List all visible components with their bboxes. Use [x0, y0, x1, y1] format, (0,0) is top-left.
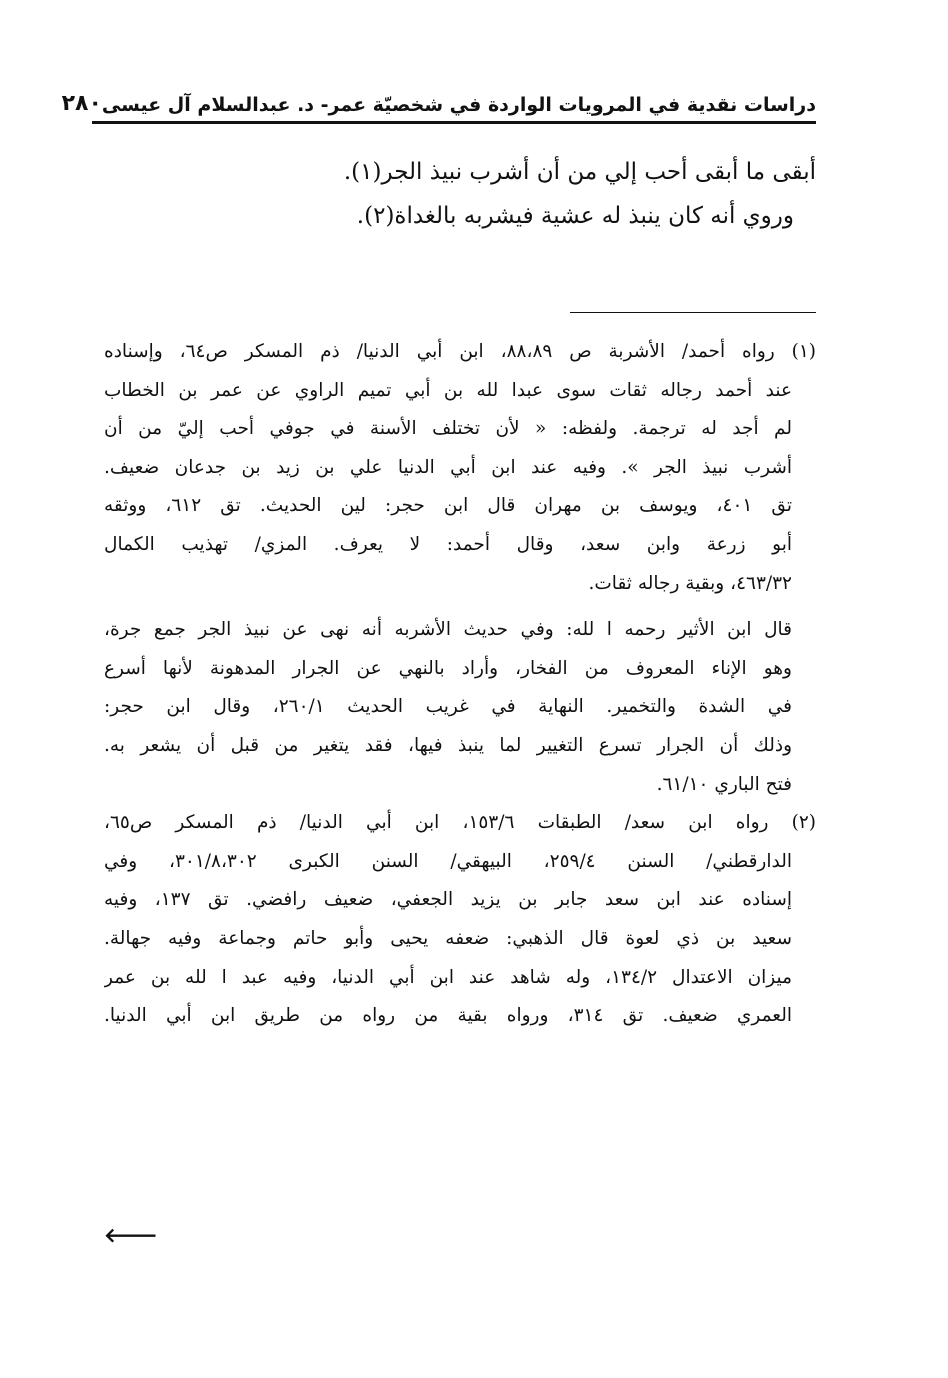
- footnote-line: الدارقطني/ السنن ٢٥٩/٤، البيهقي/ السنن الكبرى ٣٠١/٨،٣٠٢، وفي: [104, 850, 792, 872]
- footnote-line: أشرب نبيذ الجر ». وفيه عند ابن أبي الدنيا علي بن زيد بن جدعان ضعيف.: [104, 456, 792, 478]
- footnote-line: قال ابن الأثير رحمه ا لله: وفي حديث الأشربه أنه نهى عن نبيذ الجر جمع جرة،: [104, 619, 793, 641]
- footnote-separator: [570, 312, 816, 313]
- footnote-line: تق ٤٠١، ويوسف بن مهران قال ابن حجر: لين الحديث. تق ٦١٢، ووثقه: [104, 495, 792, 517]
- footnote-line: فتح الباري ٦١/١٠.: [656, 773, 792, 795]
- left-arrow-icon: 🡐: [104, 1223, 158, 1247]
- footnote-line: سعيد بن ذي لعوة قال الذهبي: ضعفه يحيى وأبو حاتم وجماعة وفيه جهالة.: [104, 927, 792, 949]
- footnote-line: وهو الإناء المعروف من الفخار، وأراد بالنهي عن الجرار المدهونة لأنها أسرع: [104, 657, 792, 679]
- footnote-1: [104, 333, 816, 603]
- footnote-line: لم أجد له ترجمة. ولفظه: « لأن تختلف الأسنة في جوفي أحب إليّ من أن: [104, 418, 792, 440]
- footnote-line: ميزان الاعتدال ١٣٤/٢، وله شاهد عند ابن أبي الدنيا، وفيه عبد ا لله بن عمر: [104, 966, 792, 988]
- footnote-2: [104, 804, 816, 1036]
- page-header: [61, 86, 816, 116]
- footnote-line: ٤٦٣/٣٢، وبقية رجاله ثقات.: [588, 572, 792, 594]
- footnote-line: إسناده عند ابن سعد جابر بن يزيد الجعفي، ضعيف رافضي. تق ١٣٧، وفيه: [104, 889, 792, 911]
- footnotes: [104, 333, 816, 1036]
- main-line-2: وروي أنه كان ينبذ له عشية فيشربه بالغداة(٢).: [356, 203, 794, 229]
- footnote-line: أبو زرعة وابن سعد، وقال أحمد: لا يعرف. المزي/ تهذيب الكمال: [104, 533, 792, 555]
- footnote-line: العمري ضعيف. تق ٣١٤، ورواه بقية من رواه من طريق ابن أبي الدنيا.: [104, 1005, 792, 1027]
- footnote-line: (٢) رواه ابن سعد/ الطبقات ١٥٣/٦، ابن أبي الدنيا/ ذم المسكر ص٦٥،: [104, 812, 816, 834]
- main-line-1: أبقى ما أبقى أحب إلي من أن أشرب نبيذ الجر(١).: [343, 159, 816, 185]
- main-text: [92, 150, 816, 238]
- footnote-line: (١) رواه أحمد/ الأشربة ص ٨٨،٨٩، ابن أبي الدنيا/ ذم المسكر ص٦٤، وإسناده: [104, 341, 816, 362]
- running-title: دراسات نقدية في المرويات الواردة في شخصيّة عمر- د. عبدالسلام آل عيسى: [101, 94, 816, 116]
- footnote-line: في الشدة والتخمير. النهاية في غريب الحديث ٢٦٠/١، وقال ابن حجر:: [104, 696, 792, 718]
- footnote-line: وذلك أن الجرار تسرع التغيير لما ينبذ فيها، فقد يتغير من قبل أن يشعر به.: [104, 734, 792, 756]
- header-rule: [92, 121, 816, 124]
- footnote-line: عند أحمد رجاله ثقات سوى عبدا لله بن أبي تميم الراوي عن عمر بن الخطاب: [104, 379, 792, 401]
- page-number: ٢٨٠: [61, 91, 102, 116]
- footnote-1-note: [104, 611, 816, 804]
